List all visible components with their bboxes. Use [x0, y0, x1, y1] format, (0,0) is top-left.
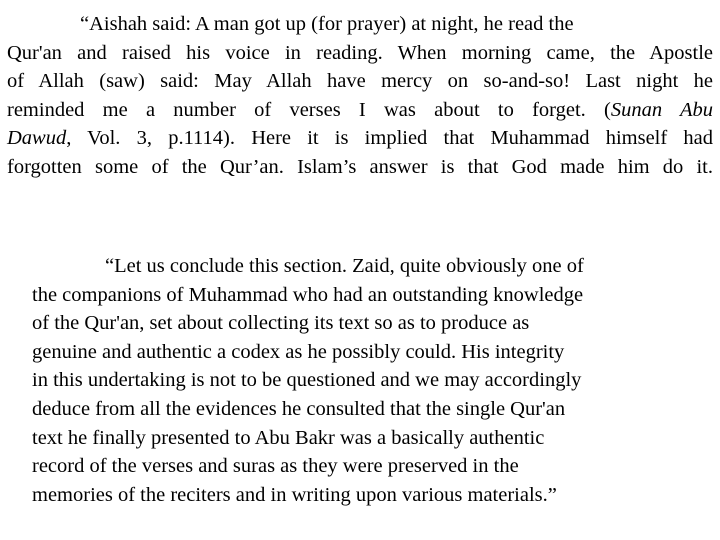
text-line: Qur'an and raised his voice in reading. When morning came, the Apostle [7, 41, 713, 64]
text-line: of Allah (saw) said: May Allah have mercy on so-and-so! Last night he [7, 70, 713, 93]
text-line: forgotten some of the Qur’an. Islam’s answer is that God made him do it. [7, 155, 713, 178]
citation-title: Sunan Abu [610, 98, 714, 121]
text-line: in this undertaking is not to be questioned and we may accordingly [32, 369, 582, 392]
text-line-content: “Aishah said: A man got up (for prayer) at night, he read the [80, 13, 574, 35]
text-line: record of the verses and suras as they were preserved in the [32, 455, 519, 478]
text-line-content: reminded me a number of verses I was about to forget. ( [7, 98, 611, 121]
text-line: deduce from all the evidences he consulted that the single Qur'an [32, 397, 566, 420]
text-line-content: , Vol. 3, p.1114). Here it is implied that Muhammad himself had [66, 127, 713, 150]
quote-paragraph-zaid [32, 252, 676, 509]
quote-paragraph-aishah [7, 10, 713, 182]
text-line: memories of the reciters and in writing upon various materials.” [32, 483, 557, 506]
text-line [7, 10, 713, 39]
text-line: text he finally presented to Abu Bakr was a basically authentic [32, 426, 545, 449]
text-line [7, 124, 713, 153]
text-line-content: “Let us conclude this section. Zaid, quite obviously one of [105, 255, 584, 277]
text-line [32, 252, 676, 281]
citation-title: Dawud [7, 127, 67, 150]
text-line: genuine and authentic a codex as he possibly could. His integrity [32, 340, 565, 363]
text-line [7, 96, 713, 125]
text-line: of the Qur'an, set about collecting its text so as to produce as [32, 312, 530, 335]
text-line: the companions of Muhammad who had an outstanding knowledge [32, 283, 584, 306]
